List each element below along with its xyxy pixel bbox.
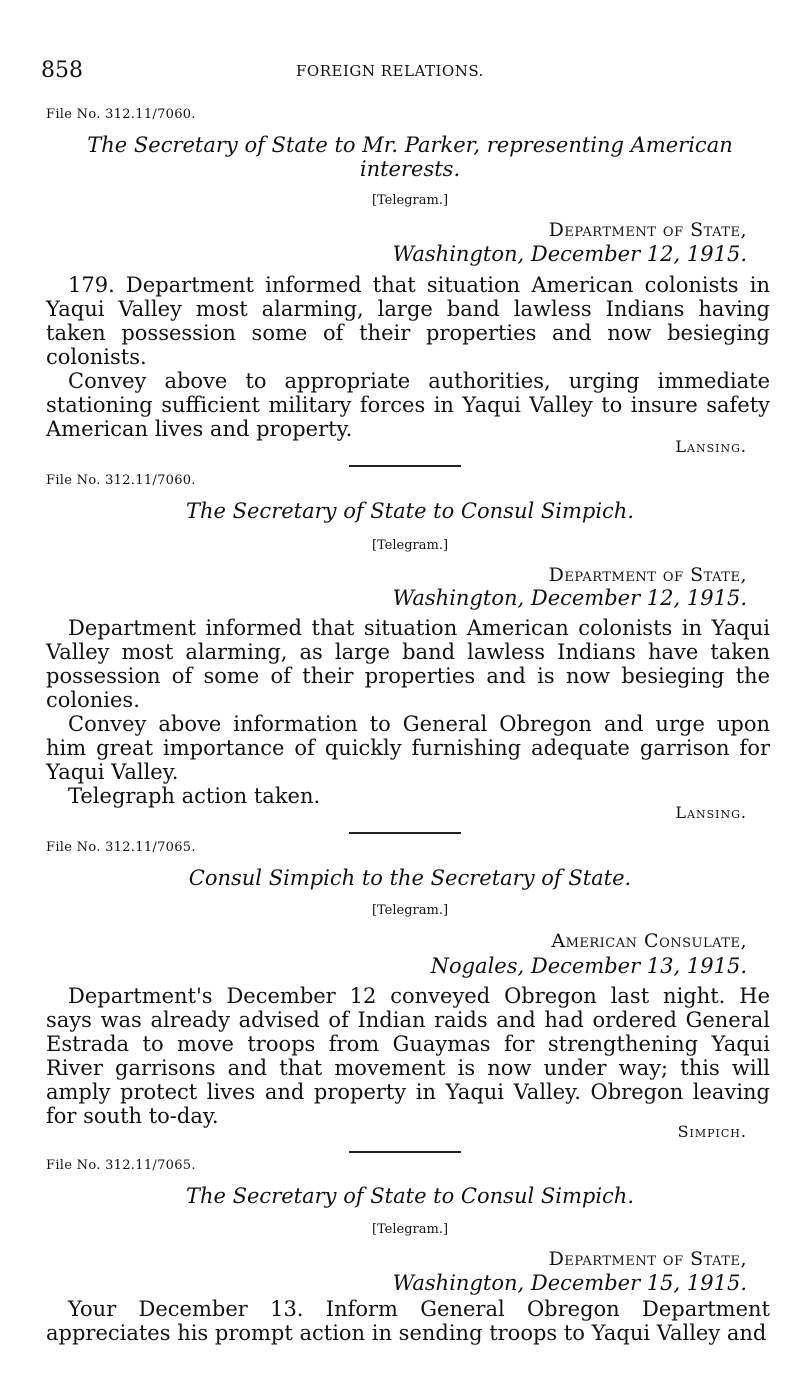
section-divider <box>349 465 461 467</box>
document-title: Consul Simpich to the Secretary of State. <box>188 866 632 890</box>
paragraph: Department's December 12 conveyed Obregon last night. He says was already advised of Indian raids and had ordered General Estrada to move troops from Guaymas for strengthening Yaqui River garrisons and that movement is now under way; this will amply protect lives and property in Yaqui Valley. Obregon leaving for south to-day. <box>46 984 770 1128</box>
message-body <box>46 616 770 808</box>
telegram-label: [Telegram.] <box>371 193 449 208</box>
place-date-line <box>393 586 747 610</box>
place: Washington <box>392 242 518 266</box>
file-number: File No. 312.11/7065. <box>46 840 196 855</box>
telegram-label: [Telegram.] <box>371 538 449 553</box>
paragraph: 179. Department informed that situation American colonists in Yaqui Valley most alarming, large band lawless Indians having taken possession some of their properties and now besieging colonists. <box>46 273 770 369</box>
date: , December 13, 1915. <box>517 954 747 978</box>
paragraph: Convey above to appropriate authorities, urging immediate stationing sufficient military forces in Yaqui Valley to insure safety American lives and property. <box>46 369 770 441</box>
telegram-label: [Telegram.] <box>371 903 449 918</box>
sender-heading: Department of State, <box>548 564 747 586</box>
place-date-line <box>393 242 747 266</box>
place-date-line <box>431 954 747 978</box>
paragraph: Telegraph action taken. <box>68 784 321 808</box>
date: , December 15, 1915. <box>517 1271 747 1295</box>
section-divider <box>349 1151 461 1153</box>
place: Washington <box>392 586 518 610</box>
page-number: 858 <box>41 58 83 83</box>
signature: Lansing. <box>675 437 747 456</box>
file-number: File No. 312.11/7060. <box>46 473 196 488</box>
message-body <box>46 1297 770 1345</box>
place: Washington <box>392 1271 518 1295</box>
document-title: The Secretary of State to Consul Simpich. <box>185 499 634 523</box>
paragraph: Your December 13. Inform General Obregon Department appreciates his prompt action in sending troops to Yaqui Valley and <box>46 1297 770 1345</box>
message-body <box>46 273 770 441</box>
paragraph: Convey above information to General Obregon and urge upon him great importance of quickly furnishing adequate garrison for Yaqui Valley. <box>46 712 770 784</box>
document-title: The Secretary of State to Consul Simpich. <box>185 1184 634 1208</box>
file-number: File No. 312.11/7060. <box>46 107 196 122</box>
date: , December 12, 1915. <box>517 242 747 266</box>
place: Nogales <box>430 954 518 978</box>
section-divider <box>349 832 461 834</box>
document-title: The Secretary of State to Mr. Parker, representing American interests. <box>87 133 733 181</box>
sender-heading: Department of State, <box>548 1248 747 1270</box>
place-date-line <box>393 1271 747 1295</box>
signature: Simpich. <box>677 1122 747 1141</box>
message-body <box>46 984 770 1128</box>
file-number: File No. 312.11/7065. <box>46 1158 196 1173</box>
signature: Lansing. <box>675 803 747 822</box>
sender-heading: Department of State, <box>548 219 747 241</box>
running-title: FOREIGN RELATIONS. <box>296 62 484 80</box>
sender-heading: American Consulate, <box>551 930 747 952</box>
date: , December 12, 1915. <box>517 586 747 610</box>
telegram-label: [Telegram.] <box>371 1222 449 1237</box>
paragraph: Department informed that situation American colonists in Yaqui Valley most alarming, as large band lawless Indians have taken possession of some of their properties and is now besieging the colonies. <box>46 616 770 712</box>
